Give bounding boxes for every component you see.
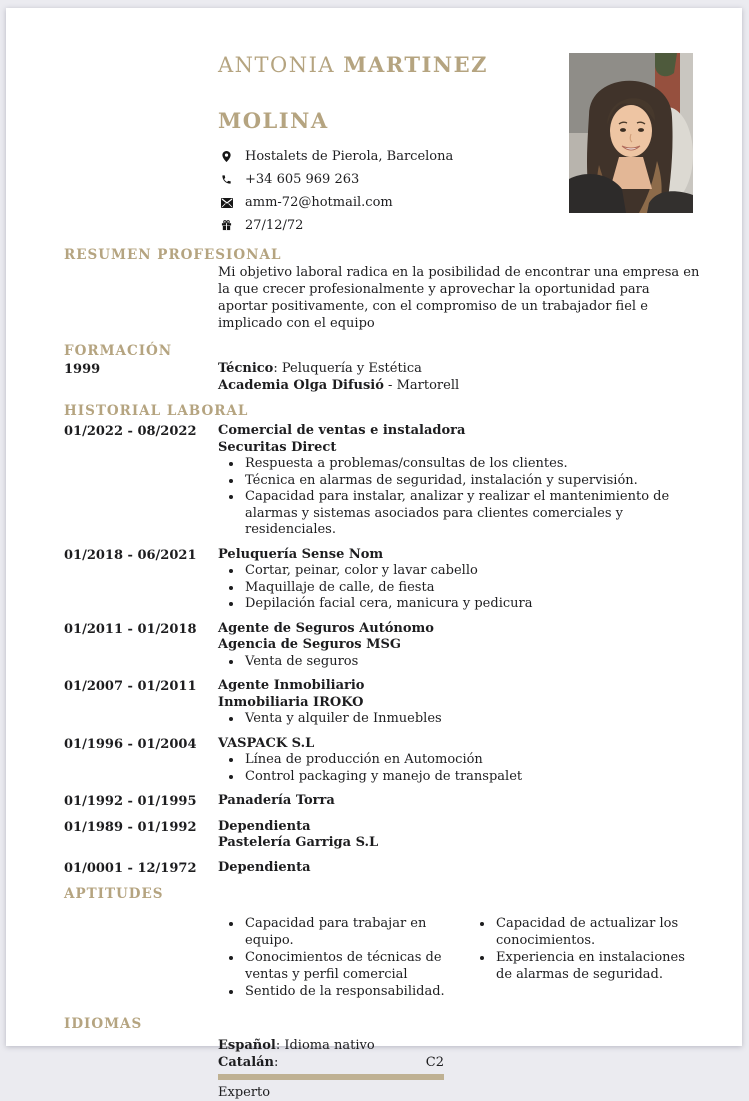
section-heading-formacion: FORMACIÓN xyxy=(64,343,173,359)
job-bullet: • Maquillaje de calle, de fiesta xyxy=(243,580,702,597)
last-name-first: MARTINEZ xyxy=(343,52,488,77)
contact-text: +34 605 969 263 xyxy=(245,172,360,187)
aptitude-item: • Capacidad de actualizar los conocimientos. xyxy=(494,915,702,949)
job-title: Peluquería Sense Nom xyxy=(218,546,384,562)
job-title: VASPACK S.L xyxy=(218,735,315,751)
location-pin-icon xyxy=(218,150,245,163)
job-bullets xyxy=(218,563,702,613)
profile-photo-illustration xyxy=(569,53,693,213)
languages-block xyxy=(218,1037,444,1101)
aptitudes-col2 xyxy=(469,915,702,1000)
education-school xyxy=(218,378,702,395)
aptitude-item: • Capacidad para trabajar en equipo. xyxy=(243,915,451,949)
job-date: 01/1992 - 01/1995 xyxy=(64,794,197,809)
job-bullet: • Capacidad para instalar, analizar y realizar el mantenimiento de alarmas y sistemas asociados para clientes comerciales y residenciales. xyxy=(243,489,702,539)
education-entry xyxy=(64,361,702,394)
contact-text: 27/12/72 xyxy=(245,218,304,233)
job-company: Inmobiliaria IROKO xyxy=(218,694,364,710)
section-heading-idiomas: IDIOMAS xyxy=(64,1016,143,1032)
job-title: Panadería Torra xyxy=(218,793,335,808)
job-body xyxy=(218,678,702,728)
education-body xyxy=(218,361,702,394)
aptitude-item: • Conocimientos de técnicas de ventas y perfil comercial xyxy=(243,949,451,983)
language-progress-bar xyxy=(218,1074,444,1080)
language-progress-fill xyxy=(218,1074,444,1080)
job-entry xyxy=(64,621,702,671)
job-bullets xyxy=(218,654,702,671)
job-entry xyxy=(64,819,702,852)
phone-icon xyxy=(218,174,245,185)
job-date: 01/2007 - 01/2011 xyxy=(64,679,197,694)
jobs-list xyxy=(64,423,702,877)
aptitude-item: • Sentido de la responsabilidad. xyxy=(243,983,451,1000)
language-second-colon: : xyxy=(274,1055,279,1070)
education-school-location: - Martorell xyxy=(383,377,460,393)
job-title: Comercial de ventas e instaladora xyxy=(218,423,466,438)
job-bullets xyxy=(218,456,702,539)
section-idiomas xyxy=(64,1015,702,1101)
aptitudes-col1 xyxy=(218,915,451,1000)
job-entry xyxy=(64,678,702,728)
education-degree xyxy=(218,361,702,378)
first-name: ANTONIA xyxy=(218,53,336,77)
section-historial xyxy=(64,402,702,877)
language-level-name: Experto xyxy=(218,1085,271,1100)
aptitudes-grid xyxy=(218,915,702,1000)
job-entry xyxy=(64,547,702,613)
job-bullets xyxy=(218,752,702,785)
section-heading-historial: HISTORIAL LABORAL xyxy=(64,403,249,419)
language-second-name: Catalán xyxy=(218,1055,275,1070)
section-aptitudes xyxy=(64,885,702,1000)
job-date: 01/0001 - 12/1972 xyxy=(64,860,197,876)
job-company: Pastelería Garriga S.L xyxy=(218,835,379,850)
section-formacion xyxy=(64,342,702,394)
contact-row xyxy=(218,214,702,237)
job-bullet: • Respuesta a problemas/consultas de los clientes. xyxy=(243,456,702,473)
aptitude-item: • Experiencia en instalaciones de alarmas de seguridad. xyxy=(494,949,702,983)
job-body xyxy=(218,621,702,671)
job-date: 01/1996 - 01/2004 xyxy=(64,736,197,752)
education-degree-label: Técnico xyxy=(218,361,274,376)
job-title: Dependienta xyxy=(218,818,311,834)
language-second-level: C2 xyxy=(425,1055,444,1070)
job-bullet: • Línea de producción en Automoción xyxy=(243,752,702,769)
job-date: 01/1989 - 01/1992 xyxy=(64,819,197,835)
job-body xyxy=(218,793,702,811)
section-resumen xyxy=(64,246,702,332)
contact-text: amm-72@hotmail.com xyxy=(245,195,393,210)
job-title: Dependienta xyxy=(218,859,311,875)
contact-text: Hostalets de Pierola, Barcelona xyxy=(245,149,454,164)
job-body xyxy=(218,423,702,539)
job-body xyxy=(218,736,702,786)
language-second-label xyxy=(218,1054,278,1071)
education-date: 1999 xyxy=(64,362,101,377)
profile-photo xyxy=(569,53,693,213)
language-native-name: Español xyxy=(218,1038,276,1053)
job-title: Agente Inmobiliario xyxy=(218,678,365,693)
language-second-row xyxy=(218,1054,444,1071)
job-body xyxy=(218,547,702,613)
job-bullet: • Depilación facial cera, manicura y pedicura xyxy=(243,596,702,613)
education-degree-detail: : Peluquería y Estética xyxy=(273,361,422,376)
education-school-name: Academia Olga Difusió xyxy=(218,377,384,393)
job-bullet: • Venta de seguros xyxy=(243,654,702,671)
language-native-level: : Idioma nativo xyxy=(275,1038,375,1053)
last-name-second: MOLINA xyxy=(218,108,329,133)
job-date: 01/2018 - 06/2021 xyxy=(64,547,197,563)
job-entry xyxy=(64,793,702,811)
summary-text: Mi objetivo laboral radica en la posibilidad de encontrar una empresa en la que crecer profesionalmente y aprovechar la oportunidad para aportar positivamente, con el compromiso de un trabajador fiel e implicado con el equipo xyxy=(218,265,700,331)
job-company: Agencia de Seguros MSG xyxy=(218,637,402,652)
cv-page xyxy=(6,8,742,1100)
section-heading-aptitudes: APTITUDES xyxy=(64,886,164,902)
job-bullet: • Control packaging y manejo de transpalet xyxy=(243,769,702,786)
job-date: 01/2011 - 01/2018 xyxy=(64,621,197,637)
job-entry xyxy=(64,423,702,539)
job-date: 01/2022 - 08/2022 xyxy=(64,424,197,439)
job-body xyxy=(218,860,702,878)
job-company: Securitas Direct xyxy=(218,439,337,455)
job-bullet: • Venta y alquiler de Inmuebles xyxy=(243,711,702,728)
gift-icon xyxy=(218,220,245,231)
job-bullet: • Cortar, peinar, color y lavar cabello xyxy=(243,563,702,580)
job-entry xyxy=(64,736,702,786)
envelope-icon xyxy=(218,198,245,208)
section-heading-resumen: RESUMEN PROFESIONAL xyxy=(64,247,282,263)
job-entry xyxy=(64,860,702,878)
job-body xyxy=(218,819,702,852)
job-bullet: • Técnica en alarmas de seguridad, instalación y supervisión. xyxy=(243,473,702,490)
job-bullets xyxy=(218,711,702,728)
language-native-row xyxy=(218,1037,444,1054)
job-title: Agente de Seguros Autónomo xyxy=(218,620,434,636)
